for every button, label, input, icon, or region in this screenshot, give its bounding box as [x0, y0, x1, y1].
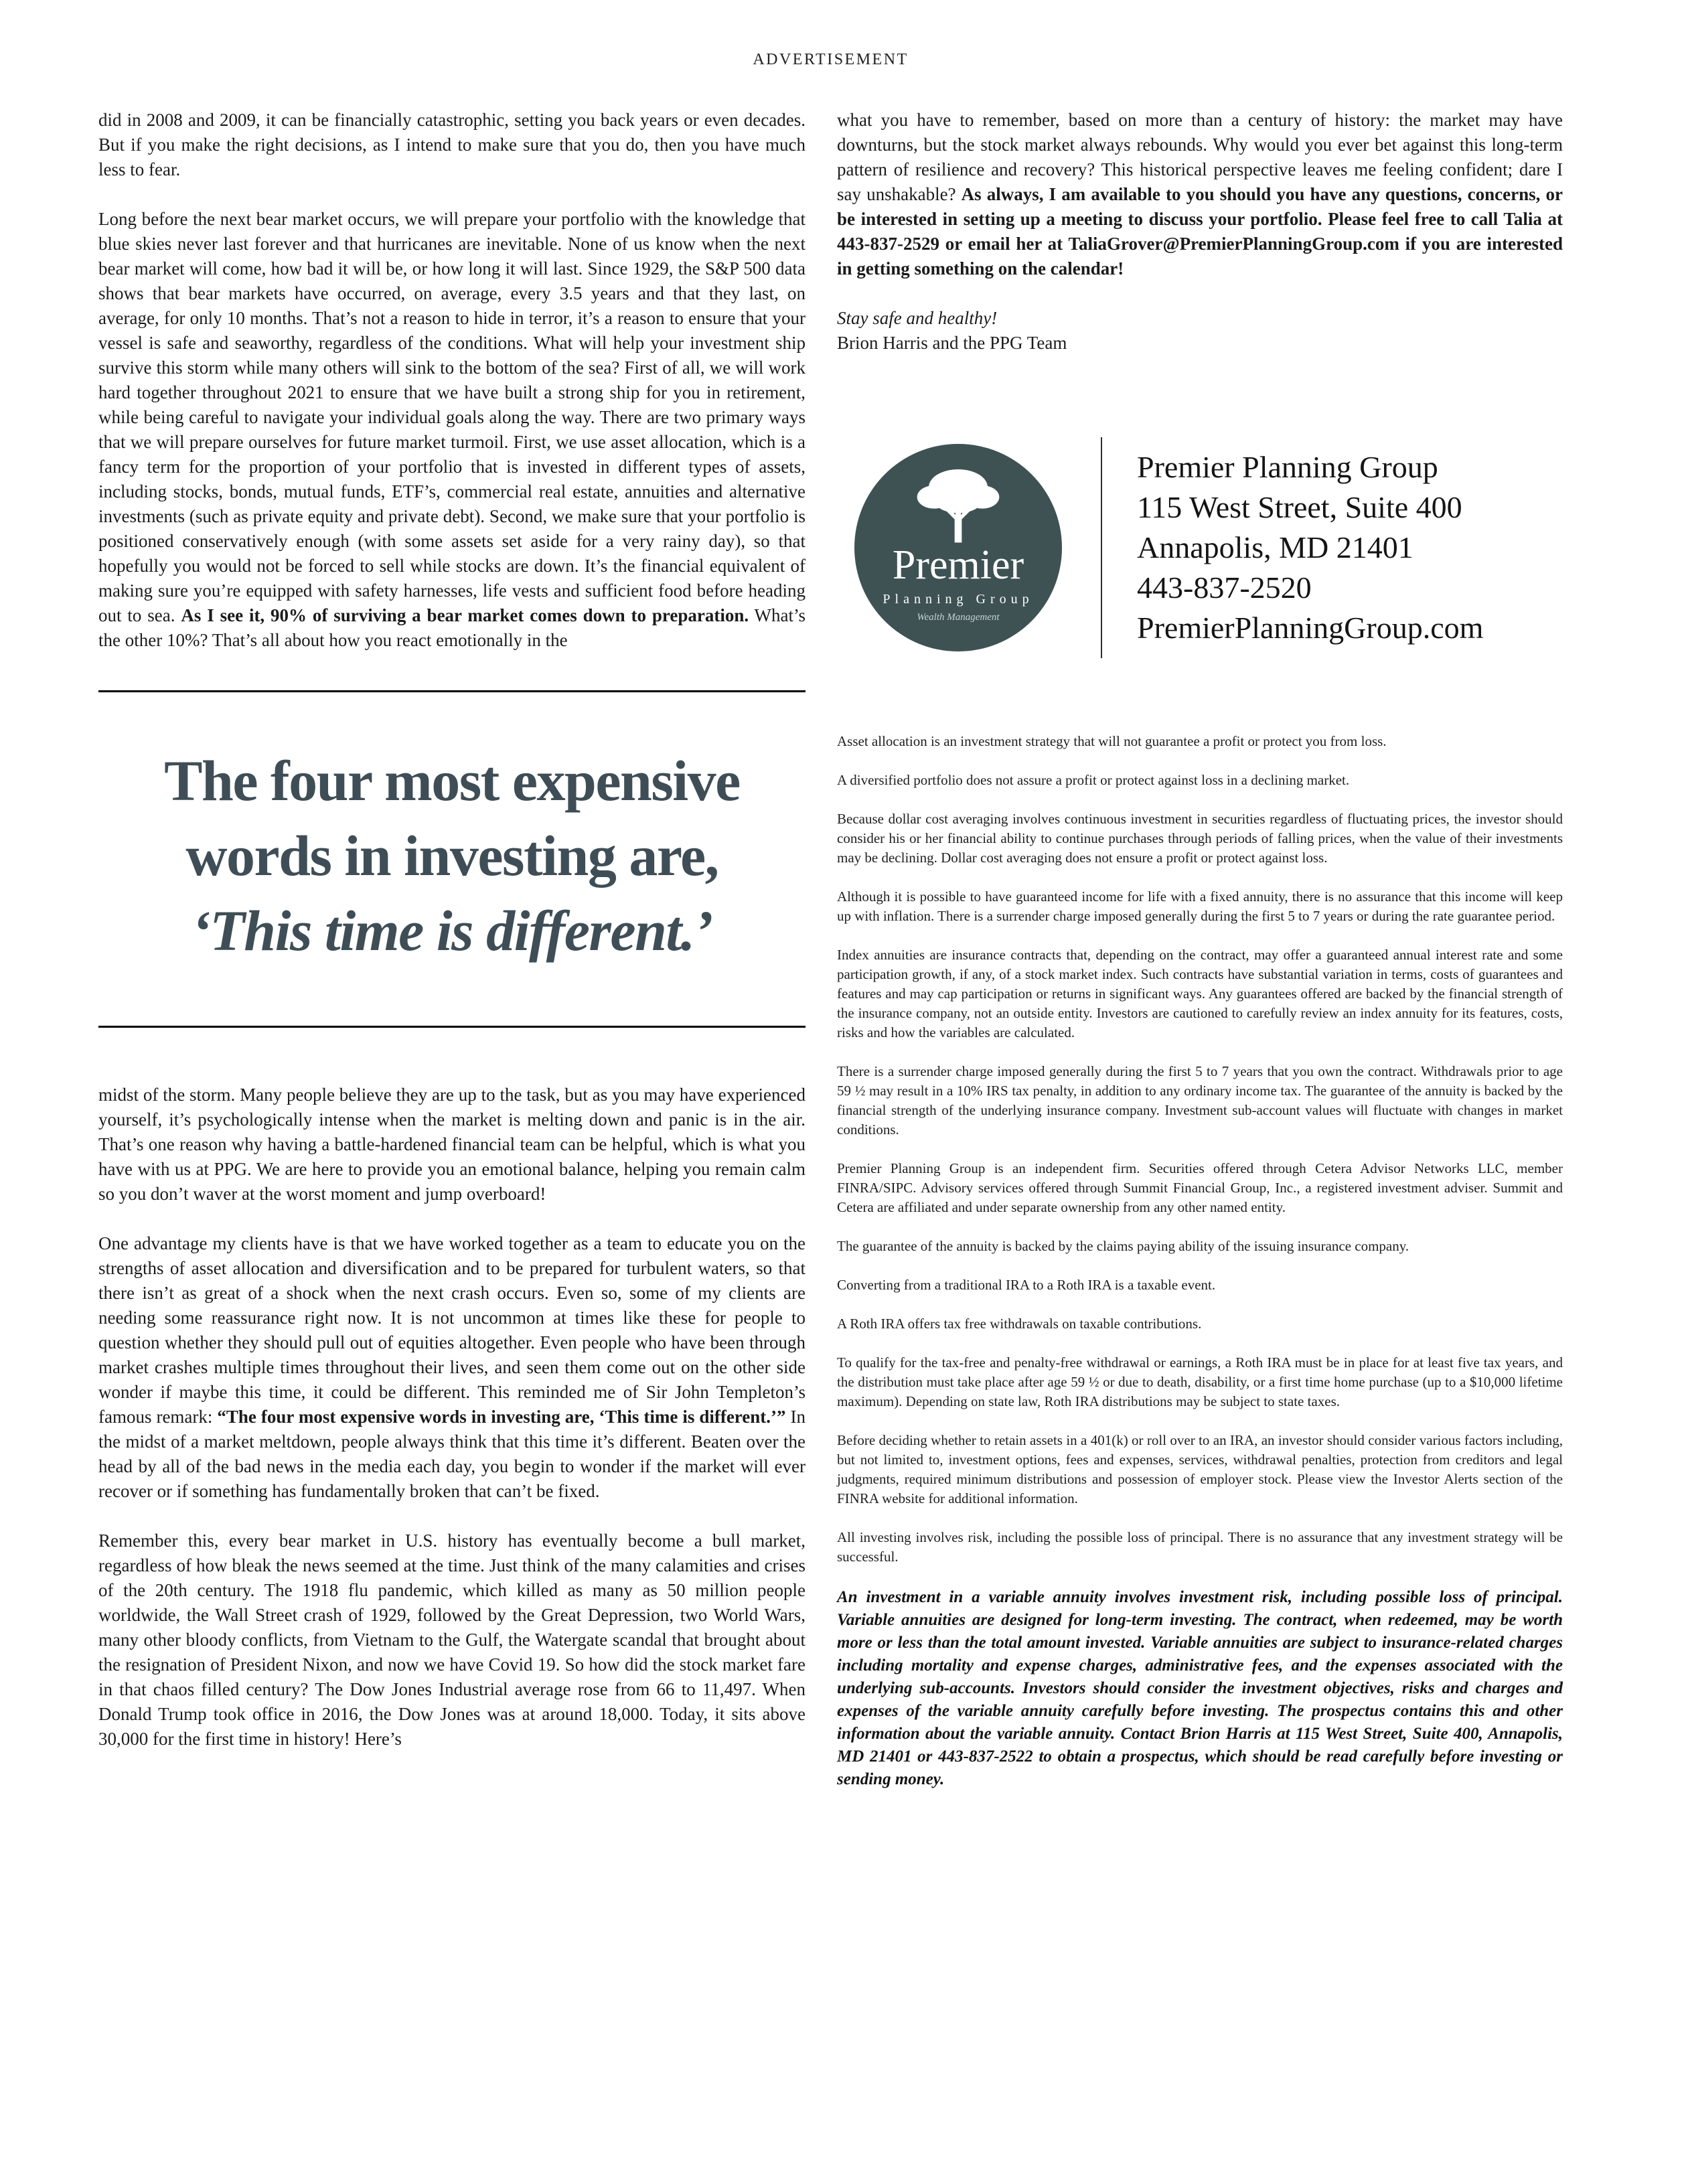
- pull-quote: [98, 692, 806, 1026]
- disclaimer-paragraph: The guarantee of the annuity is backed by the claims paying ability of the issuing insurance company.: [837, 1238, 1409, 1254]
- disclaimer-paragraph: A diversified portfolio does not assure a profit or protect against loss in a declining market.: [837, 772, 1350, 788]
- text-run: One advantage my clients have is that we have worked together as a team to educate you on the strengths of asset allocation and diversification and to be prepared for turbulent waters, so that there isn’t as great of a shock when the next crash occurs. Even so, some of my clients are needing some reassurance right now. It is not uncommon at times like these for people to question whether they should pull out of equities altogether. Even people who have been through market crashes multiple times throughout their lives, and seen them come out on the other side wonder if maybe this time, it could be different. This reminded me of Sir John Templeton’s famous remark:: [98, 1233, 806, 1427]
- disclaimer-paragraph: Index annuities are insurance contracts that, depending on the contract, may offer a guaranteed annual interest rate and some participation growth, if any, of a stock market index. Such contracts have substantial variation in terms, costs of guarantees and features and may cap participation or returns in significant ways. Any guarantees offered are backed by the financial strength of the insurance company, not an outside entity. Investors are cautioned to carefully review an index annuity for its features, costs, risks and how the variables are calculated.: [837, 947, 1563, 1040]
- paragraph: Remember this, every bear market in U.S. history has eventually become a bull market, regardless of how bleak the news seemed at the time. Just think of the many calamities and crises of the 20th century. The 1918 flu pandemic, which killed as many as 50 million people worldwide, the Wall Street crash of 1929, followed by the Great Depression, two World Wars, many other bloody conflicts, from Vietnam to the Gulf, the Watergate scandal that brought about the resignation of President Nixon, and now we have Covid 19. So how did the stock market fare in that chaos filled century? The Dow Jones Industrial average rose from 66 to 11,497. When Donald Trump took office in 2016, the Dow Jones was at around 18,000. Today, it sits above 30,000 for the first time in history! Here’s: [98, 1531, 806, 1749]
- left-column: [98, 108, 806, 1776]
- premier-planning-group-logo: [854, 444, 1062, 651]
- logo-tagline: Wealth Management: [917, 612, 1000, 623]
- disclaimer-paragraph: Converting from a traditional IRA to a Roth IRA is a taxable event.: [837, 1277, 1216, 1293]
- variable-annuity-disclaimer: An investment in a variable annuity involves investment risk, including possible loss of principal. Variable annuities are designed for long-term investing. The contract, when redeemed, may be worth more or less than the total amount invested. Variable annuities are subject to insurance-related charges including mortality and expense charges, administrative fees, and the expenses associated with the underlying sub-accounts. Investors should consider the investment objectives, risks and charges and expenses of the variable annuity carefully before investing. The prospectus contains this and other information about the variable annuity. Contact Brion Harris at 115 West Street, Suite 400, Annapolis, MD 21401 or 443-837-2522 to obtain a prospectus, which should be read carefully before investing or sending money.: [837, 1588, 1563, 1788]
- signoff-wish: Stay safe and healthy!: [837, 308, 998, 328]
- paragraph: [98, 1231, 806, 1504]
- signoff-name: Brion Harris and the PPG Team: [837, 333, 1067, 353]
- contact-info: [1137, 447, 1483, 648]
- disclaimer-paragraph: There is a surrender charge imposed generally during the first 5 to 7 years that you own the contract. Withdrawals prior to age 59 ½ may result in a 10% IRS tax penalty, in addition to any ordinary income tax. The guarantee of the annuity is backed by the financial strength of the underlying insurance company. Investment sub-account values will fluctuate with changes in market conditions.: [837, 1063, 1563, 1138]
- contact-street: 115 West Street, Suite 400: [1137, 490, 1462, 524]
- right-column: [837, 108, 1563, 1791]
- pull-quote-line: words in investing are,: [185, 824, 718, 888]
- text-run: Long before the next bear market occurs, we will prepare your portfolio with the knowledge that blue skies never last forever and that hurricanes are inevitable. None of us know when the next bear market will come, how bad it will be, or how long it will last. Since 1929, the S&P 500 data shows that bear markets have occurred, on average, every 3.5 years and that they last, on average, for only 10 months. That’s not a reason to hide in terror, it’s a reason to ensure that your vessel is safe and seaworthy, regardless of the conditions. What will help your investment ship survive this storm while many others will sink to the bottom of the sea? First of all, we will work hard together throughout 2021 to ensure that we have built a strong ship for you in retirement, while being careful to navigate your individual goals along the way. There are two primary ways that we will prepare ourselves for future market turmoil. First, we use asset allocation, which is a fancy term for the proportion of your portfolio that is invested in different types of assets, including stocks, bonds, mutual funds, ETF’s, commercial real estate, annuities and alternative investments (such as private equity and private debt). Second, we make sure that your portfolio is positioned conservatively enough (with some assets set aside for a very rainy day), so that hopefully you would not be forced to sell while stocks are down. It’s the financial equivalent of making sure you’re equipped with safety harnesses, life vests and sufficient food before heading out to sea.: [98, 209, 806, 625]
- paragraph: midst of the storm. Many people believe they are up to the task, but as you may have experienced yourself, it’s psychologically intense when the market is melting down and panic is in the air. That’s one reason why having a battle-hardened financial team can be helpful, which is what you have with us at PPG. We are here to provide you an emotional balance, helping you remain calm so you don’t waver at the worst moment and jump overboard!: [98, 1085, 806, 1204]
- bold-text-run: As I see it, 90% of surviving a bear market comes down to preparation.: [181, 605, 749, 625]
- logo-subtitle: Planning Group: [883, 592, 1034, 607]
- paragraph: did in 2008 and 2009, it can be financially catastrophic, setting you back years or even decades. But if you make the right decisions, as I intend to make sure that you do, then you have much less to fear.: [98, 110, 806, 179]
- disclaimer-paragraph: To qualify for the tax-free and penalty-free withdrawal or earnings, a Roth IRA must be in place for at least five tax years, and the distribution must take place after age 59 ½ or due to death, disability, or a first time home purchase (up to a $10,000 lifetime maximum). Depending on state law, Roth IRA distributions may be subject to state taxes.: [837, 1354, 1563, 1409]
- bold-text-run: As always, I am available to you should you have any questions, concerns, or be interested in setting up a meeting to discuss your portfolio. Please feel free to call Talia at 443-837-2529 or email her at TaliaGrover@PremierPlanningGroup.com if you are interested in getting something on the calendar!: [837, 184, 1563, 279]
- disclaimer-paragraph: Before deciding whether to retain assets in a 401(k) or roll over to an IRA, an investor should consider various factors including, but not limited to, investment options, fees and expenses, services, withdrawal penalties, protection from creditors and legal judgments, required minimum distributions and possession of employer stock. Please view the Investor Alerts section of the FINRA website for additional information.: [837, 1432, 1563, 1506]
- two-column-layout: [98, 108, 1563, 1791]
- disclaimer-paragraph: Premier Planning Group is an independent firm. Securities offered through Cetera Advisor Networks LLC, member FINRA/SIPC. Advisory services offered through Summit Financial Group, Inc., a registered investment adviser. Summit and Cetera are affiliated and under separate ownership from any other named entity.: [837, 1160, 1563, 1215]
- pull-quote-bottom-rule: [98, 1026, 806, 1028]
- contact-company: Premier Planning Group: [1137, 450, 1438, 484]
- bold-text-run: “The four most expensive words in investing are, ‘This time is different.’”: [217, 1407, 786, 1427]
- advertisement-label: ADVERTISEMENT: [753, 51, 909, 68]
- contact-city: Annapolis, MD 21401: [1137, 530, 1413, 564]
- contact-phone: 443-837-2520: [1137, 570, 1312, 605]
- contact-website: PremierPlanningGroup.com: [1137, 611, 1484, 645]
- text-run: what you have to remember, based on more than a century of history: the market may have downturns, but the stock market always rebounds. Why would you ever bet against this long-term pattern of resilience and recovery? This historical perspective leaves me feeling confident; dare I say unshakable?: [837, 110, 1563, 204]
- signoff: [837, 306, 1563, 356]
- tree-icon: [902, 464, 1014, 544]
- paragraph: [98, 207, 806, 653]
- disclaimer-paragraph: A Roth IRA offers tax free withdrawals on taxable contributions.: [837, 1316, 1202, 1332]
- disclaimer-paragraph: Because dollar cost averaging involves continuous investment in securities regardless of fluctuating prices, the investor should consider his or her financial ability to continue purchases through periods of falling prices, when the value of their investments may be declining. Dollar cost averaging does not ensure a profit or protect against loss.: [837, 811, 1563, 866]
- pull-quote-line: The four most expensive: [164, 749, 740, 813]
- text-run: What’s the other 10%? That’s all about how you react emotionally in the: [98, 605, 806, 650]
- logo-wordmark: Premier: [892, 542, 1024, 588]
- vertical-divider: [1101, 437, 1102, 658]
- disclaimer-paragraph: Asset allocation is an investment strategy that will not guarantee a profit or protect you from loss.: [837, 733, 1387, 749]
- disclaimer-paragraph: Although it is possible to have guaranteed income for life with a fixed annuity, there is no assurance that this income will keep up with inflation. There is a surrender charge imposed generally during the first 5 to 7 years or during the rate guarantee period.: [837, 888, 1563, 924]
- text-run: In the midst of a market meltdown, people always think that this time it’s different. Beaten over the head by all of the bad news in the media each day, you begin to wonder if the market will ever recover or if something has fundamentally broken that can’t be fixed.: [98, 1407, 806, 1501]
- disclaimer-paragraph: All investing involves risk, including the possible loss of principal. There is no assurance that any investment strategy will be successful.: [837, 1529, 1563, 1565]
- logo-contact-block: [854, 437, 1563, 658]
- pull-quote-line: ‘This time is different.’: [192, 899, 712, 963]
- paragraph: [837, 108, 1563, 281]
- disclaimers-section: [837, 732, 1563, 1791]
